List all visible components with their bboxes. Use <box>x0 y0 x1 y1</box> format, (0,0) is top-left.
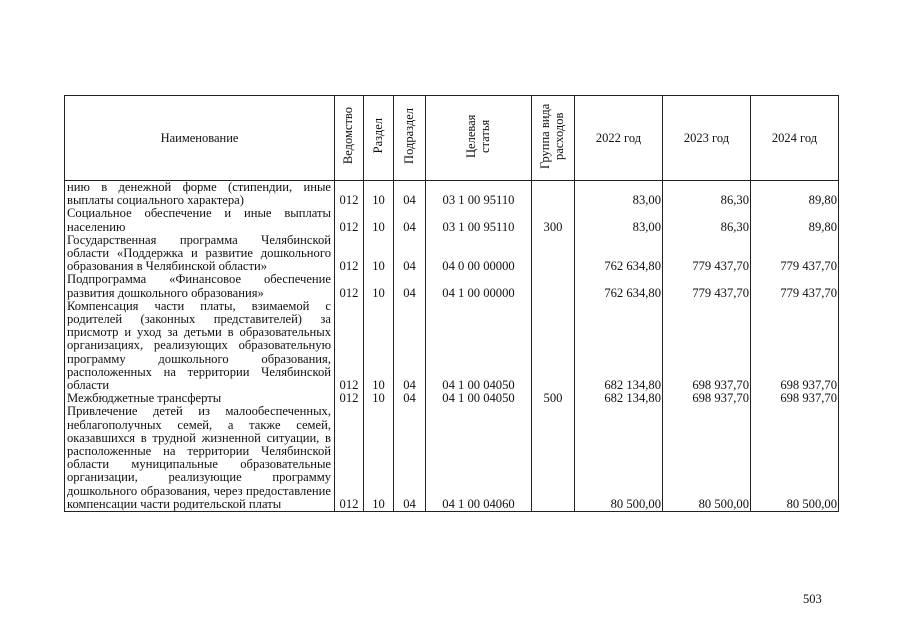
header-2023: 2023 год <box>663 96 751 181</box>
row-2023: 698 937,70 <box>663 392 751 405</box>
table-row <box>65 234 839 274</box>
table-row <box>65 181 839 208</box>
row-razdel: 10 <box>364 405 394 511</box>
header-target: Целевая статья <box>426 96 532 181</box>
row-2024: 698 937,70 <box>751 392 839 405</box>
row-group: 500 <box>532 392 575 405</box>
row-vedomstvo: 012 <box>335 181 364 208</box>
row-2023: 698 937,70 <box>663 300 751 392</box>
row-group <box>532 181 575 208</box>
header-group: Группа вида расходов <box>532 96 575 181</box>
header-2022: 2022 год <box>575 96 663 181</box>
row-razdel: 10 <box>364 234 394 274</box>
row-razdel: 10 <box>364 300 394 392</box>
row-2023: 779 437,70 <box>663 234 751 274</box>
header-name: Наименование <box>65 96 335 181</box>
row-group: 300 <box>532 207 575 233</box>
row-podrazdel: 04 <box>394 234 426 274</box>
row-target: 03 1 00 95110 <box>426 207 532 233</box>
row-2022: 83,00 <box>575 207 663 233</box>
row-2023: 80 500,00 <box>663 405 751 511</box>
row-2023: 779 437,70 <box>663 273 751 299</box>
row-group <box>532 234 575 274</box>
budget-table-container <box>64 95 838 581</box>
row-target: 04 1 00 04060 <box>426 405 532 511</box>
row-name: Социальное обеспечение и иные выплаты населению <box>65 207 335 233</box>
row-vedomstvo: 012 <box>335 405 364 511</box>
row-podrazdel: 04 <box>394 273 426 299</box>
row-2024: 80 500,00 <box>751 405 839 511</box>
row-2022: 682 134,80 <box>575 300 663 392</box>
row-2023: 86,30 <box>663 207 751 233</box>
row-name: Привлечение детей из малообеспеченных, неблагополучных семей, а также семей, оказавшихся в трудной жизненной ситуации, в расположенные на территории Челябинской области муниципальные образовательные организации, реализующие программу дошкольного образования, через предоставление компенсации части родительской платы <box>65 405 335 511</box>
row-vedomstvo: 012 <box>335 392 364 405</box>
table-row <box>65 273 839 299</box>
row-name: Подпрограмма «Финансовое обеспечение развития дошкольного образования» <box>65 273 335 299</box>
row-target: 04 1 00 00000 <box>426 273 532 299</box>
row-vedomstvo: 012 <box>335 207 364 233</box>
row-2024: 779 437,70 <box>751 273 839 299</box>
row-target: 04 1 00 04050 <box>426 392 532 405</box>
row-target: 04 1 00 04050 <box>426 300 532 392</box>
row-2024: 89,80 <box>751 207 839 233</box>
row-group <box>532 300 575 392</box>
row-2022: 762 634,80 <box>575 234 663 274</box>
row-vedomstvo: 012 <box>335 234 364 274</box>
row-razdel: 10 <box>364 181 394 208</box>
page-number: 503 <box>803 592 822 606</box>
row-group <box>532 405 575 511</box>
row-2024: 779 437,70 <box>751 234 839 274</box>
row-razdel: 10 <box>364 207 394 233</box>
row-2022: 80 500,00 <box>575 405 663 511</box>
header-vedomstvo: Ведомство <box>335 96 364 181</box>
row-group <box>532 273 575 299</box>
header-row <box>65 96 839 181</box>
row-2024: 89,80 <box>751 181 839 208</box>
row-2022: 682 134,80 <box>575 392 663 405</box>
table-row <box>65 300 839 392</box>
row-razdel: 10 <box>364 392 394 405</box>
row-name: Межбюджетные трансферты <box>65 392 335 405</box>
row-vedomstvo: 012 <box>335 300 364 392</box>
table-row <box>65 405 839 511</box>
row-target: 04 0 00 00000 <box>426 234 532 274</box>
row-name: нию в денежной форме (стипендии, иные выплаты социального характера) <box>65 181 335 208</box>
budget-table <box>64 95 839 512</box>
row-podrazdel: 04 <box>394 300 426 392</box>
header-2024: 2024 год <box>751 96 839 181</box>
row-podrazdel: 04 <box>394 181 426 208</box>
row-2022: 83,00 <box>575 181 663 208</box>
row-2022: 762 634,80 <box>575 273 663 299</box>
header-razdel: Раздел <box>364 96 394 181</box>
row-name: Компенсация части платы, взимаемой с родителей (законных представителей) за присмотр и уход за детьми в образовательных организациях, реализующих образовательную программу дошкольного образования, расположенных на территории Челябинской области <box>65 300 335 392</box>
table-row <box>65 207 839 233</box>
row-podrazdel: 04 <box>394 207 426 233</box>
row-2023: 86,30 <box>663 181 751 208</box>
header-podrazdel: Подраздел <box>394 96 426 181</box>
row-podrazdel: 04 <box>394 405 426 511</box>
row-podrazdel: 04 <box>394 392 426 405</box>
row-name: Государственная программа Челябинской области «Поддержка и развитие дошкольного образования в Челябинской области» <box>65 234 335 274</box>
row-vedomstvo: 012 <box>335 273 364 299</box>
row-2024: 698 937,70 <box>751 300 839 392</box>
row-target: 03 1 00 95110 <box>426 181 532 208</box>
row-razdel: 10 <box>364 273 394 299</box>
